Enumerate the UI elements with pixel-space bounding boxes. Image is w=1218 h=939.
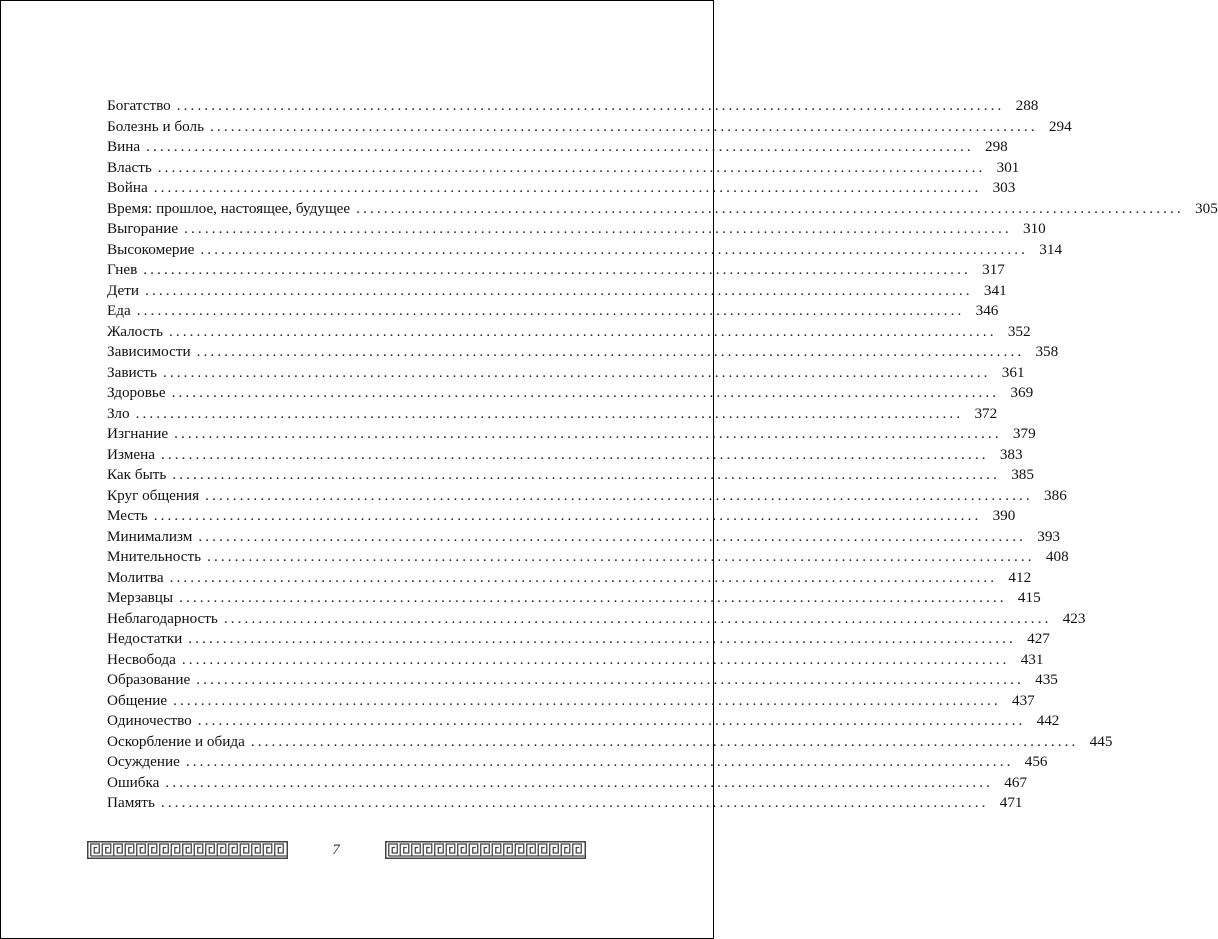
toc-entry-page: 294 [1048, 117, 1072, 135]
toc-dot-leader: ........................................................................................................................ [160, 445, 989, 463]
toc-entry-title: Выгорание [107, 220, 179, 237]
toc-entry [107, 281, 1007, 302]
toc-entry [107, 363, 1025, 384]
toc-dot-leader: ........................................................................................................................ [197, 712, 1026, 729]
toc-entry-title: Ошибка [107, 773, 160, 791]
toc-entry [107, 404, 998, 425]
toc-entry-title: Здоровье [107, 384, 166, 401]
toc-entry [107, 670, 1058, 691]
toc-entry [107, 609, 1086, 630]
toc-entry-page: 352 [1007, 322, 1031, 340]
toc-entry [107, 793, 1023, 814]
toc-entry-page: 415 [1017, 589, 1041, 606]
toc-entry [107, 96, 1039, 117]
toc-entry-title: Жалость [107, 322, 163, 340]
toc-entry-title: Осуждение [107, 753, 180, 770]
toc-entry [107, 752, 1048, 773]
toc-entry-page: 408 [1045, 548, 1069, 565]
toc-entry-page: 301 [996, 158, 1020, 176]
toc-entry-page: 427 [1027, 630, 1050, 647]
toc-entry-title: Одиночество [107, 712, 192, 729]
toc-dot-leader: ........................................................................................................................ [173, 691, 1001, 709]
toc-entry [107, 773, 1028, 794]
toc-entry-page: 346 [975, 302, 999, 319]
toc-entry [107, 219, 1046, 240]
toc-entry [107, 506, 1016, 527]
table-of-contents [107, 96, 1218, 814]
toc-entry [107, 568, 1032, 589]
toc-entry-page: 431 [1020, 650, 1044, 668]
toc-dot-leader: ........................................................................................................................ [185, 753, 1014, 770]
toc-entry-page: 467 [1004, 773, 1028, 791]
toc-entry-page: 317 [982, 261, 1005, 278]
toc-entry-page: 314 [1039, 240, 1063, 258]
toc-entry-page: 361 [1001, 363, 1025, 381]
toc-entry [107, 137, 1008, 158]
toc-entry [107, 322, 1031, 343]
toc-dot-leader: ........................................................................................................................ [162, 363, 991, 381]
toc-dot-leader: ........................................................................................................................ [160, 794, 989, 811]
toc-entry [107, 445, 1023, 466]
toc-entry-page: 456 [1024, 753, 1048, 770]
toc-dot-leader: ........................................................................................................................ [179, 589, 1007, 606]
toc-entry-page: 423 [1062, 609, 1086, 627]
toc-entry-page: 442 [1036, 712, 1060, 729]
toc-dot-leader: ........................................................................................................................ [188, 630, 1016, 647]
page-footer [1, 841, 713, 861]
toc-entry [107, 527, 1060, 548]
toc-entry-title: Изгнание [107, 425, 169, 442]
toc-entry-title: Оскорбление и обида [107, 732, 245, 750]
toc-entry [107, 486, 1067, 507]
toc-entry-page: 303 [992, 179, 1016, 196]
toc-dot-leader: ........................................................................................................................ [143, 261, 971, 278]
toc-dot-leader: ........................................................................................................................ [196, 343, 1025, 360]
toc-entry-page: 435 [1035, 671, 1058, 688]
toc-entry-title: Война [107, 179, 148, 196]
toc-entry [107, 629, 1050, 650]
toc-entry [107, 301, 999, 322]
toc-entry-title: Болезнь и боль [107, 117, 205, 135]
toc-entry-page: 298 [984, 138, 1008, 155]
toc-dot-leader: ........................................................................................................................ [169, 568, 998, 586]
toc-entry-page: 390 [992, 507, 1016, 524]
toc-entry [107, 199, 1218, 220]
toc-entry-page: 383 [999, 445, 1023, 463]
toc-dot-leader: ........................................................................................................................ [184, 220, 1012, 237]
toc-entry-page: 305 [1195, 199, 1218, 217]
toc-entry-page: 288 [1015, 97, 1039, 114]
toc-dot-leader: ........................................................................................................................ [172, 466, 1000, 483]
toc-entry-page: 341 [983, 281, 1007, 299]
toc-entry [107, 650, 1044, 671]
toc-dot-leader: ........................................................................................................................ [146, 138, 974, 155]
toc-dot-leader: ........................................................................................................................ [210, 117, 1038, 135]
toc-entry [107, 178, 1016, 199]
greek-key-ornament-right-icon [385, 841, 586, 859]
toc-entry-page: 393 [1037, 527, 1060, 545]
toc-entry [107, 342, 1059, 363]
toc-entry [107, 588, 1041, 609]
toc-entry-title: Измена [107, 445, 155, 463]
toc-entry [107, 465, 1034, 486]
toc-entry-page: 471 [999, 794, 1023, 811]
toc-entry-title: Дети [107, 281, 140, 299]
toc-dot-leader: ........................................................................................................................ [145, 281, 973, 299]
toc-entry-title: Зависть [107, 363, 157, 381]
toc-entry-title: Несвобода [107, 650, 176, 668]
toc-entry-title: Вина [107, 138, 141, 155]
toc-entry-page: 385 [1011, 466, 1034, 483]
toc-entry-page: 445 [1089, 732, 1113, 750]
toc-entry [107, 691, 1035, 712]
toc-dot-leader: ........................................................................................................................ [174, 425, 1002, 442]
toc-dot-leader: ........................................................................................................................ [157, 158, 986, 176]
toc-dot-leader: ........................................................................................................................ [223, 609, 1052, 627]
toc-entry-title: Зло [107, 404, 130, 422]
toc-entry-page: 379 [1012, 425, 1036, 442]
toc-dot-leader: ........................................................................................................................ [196, 671, 1024, 688]
toc-entry [107, 424, 1036, 445]
toc-entry-title: Мнительность [107, 548, 202, 565]
toc-entry-page: 372 [974, 404, 998, 422]
toc-dot-leader: ........................................................................................................................ [181, 650, 1010, 668]
toc-dot-leader: ........................................................................................................................ [205, 486, 1033, 504]
toc-dot-leader: ........................................................................................................................ [153, 507, 982, 524]
toc-dot-leader: ........................................................................................................................ [250, 732, 1079, 750]
toc-entry-title: Круг общения [107, 486, 200, 504]
toc-dot-leader: ........................................................................................................................ [200, 240, 1029, 258]
toc-entry [107, 260, 1005, 281]
toc-dot-leader: ........................................................................................................................ [135, 404, 964, 422]
toc-entry-title: Неблагодарность [107, 609, 218, 627]
toc-entry-page: 412 [1008, 568, 1032, 586]
toc-entry [107, 383, 1034, 404]
toc-entry [107, 547, 1069, 568]
toc-dot-leader: ........................................................................................................................ [198, 527, 1026, 545]
toc-dot-leader: ........................................................................................................................ [176, 97, 1005, 114]
toc-dot-leader: ........................................................................................................................ [136, 302, 965, 319]
toc-entry-title: Недостатки [107, 630, 183, 647]
toc-entry-title: Богатство [107, 97, 171, 114]
toc-entry-page: 310 [1022, 220, 1046, 237]
toc-entry-page: 437 [1011, 691, 1035, 709]
greek-key-ornament-left-icon [87, 841, 288, 859]
toc-entry-title: Как быть [107, 466, 167, 483]
toc-dot-leader: ........................................................................................................................ [165, 773, 994, 791]
toc-entry-title: Молитва [107, 568, 164, 586]
toc-dot-leader: ........................................................................................................................ [168, 322, 997, 340]
toc-dot-leader: ........................................................................................................................ [356, 199, 1184, 217]
toc-entry-title: Зависимости [107, 343, 191, 360]
toc-entry-page: 369 [1010, 384, 1034, 401]
toc-entry-title: Минимализм [107, 527, 193, 545]
toc-entry-title: Время: прошлое, настоящее, будущее [107, 199, 351, 217]
toc-dot-leader: ........................................................................................................................ [153, 179, 982, 196]
toc-entry-title: Образование [107, 671, 191, 688]
toc-entry [107, 711, 1060, 732]
toc-entry-title: Высокомерие [107, 240, 195, 258]
toc-entry-title: Память [107, 794, 155, 811]
page-number: 7 [332, 842, 340, 858]
toc-dot-leader: ........................................................................................................................ [171, 384, 1000, 401]
toc-entry [107, 158, 1020, 179]
toc-entry-title: Еда [107, 302, 131, 319]
toc-entry-title: Общение [107, 691, 168, 709]
toc-entry [107, 240, 1063, 261]
toc-entry [107, 732, 1113, 753]
toc-entry [107, 117, 1072, 138]
toc-entry-title: Власть [107, 158, 152, 176]
toc-dot-leader: ........................................................................................................................ [207, 548, 1035, 565]
toc-entry-page: 358 [1035, 343, 1059, 360]
toc-entry-page: 386 [1044, 486, 1067, 504]
toc-entry-title: Мерзавцы [107, 589, 174, 606]
toc-entry-title: Гнев [107, 261, 138, 278]
toc-entry-title: Месть [107, 507, 148, 524]
